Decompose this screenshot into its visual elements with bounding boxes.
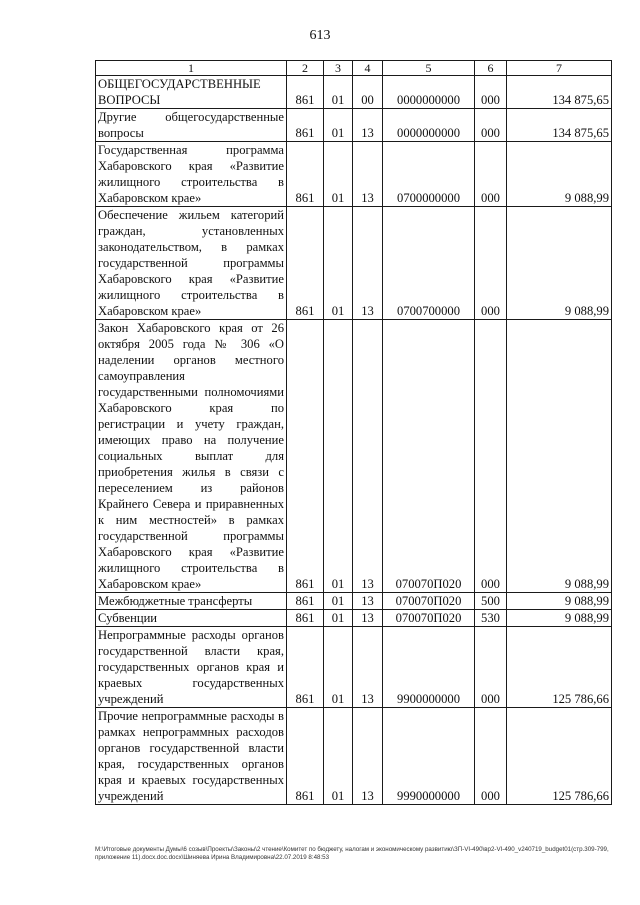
cell-expense-type: 000: [475, 708, 507, 805]
cell-amount: 125 786,66: [507, 708, 612, 805]
cell-target-article: 070070П020: [383, 593, 475, 610]
header-cell: 6: [475, 61, 507, 76]
table-row: [96, 627, 612, 708]
cell-target-article: 0000000000: [383, 109, 475, 142]
table-row: [96, 708, 612, 805]
cell-target-article: 9990000000: [383, 708, 475, 805]
cell-ministry: 861: [287, 76, 324, 109]
cell-subsection: 13: [353, 708, 383, 805]
cell-target-article: 0700000000: [383, 142, 475, 207]
row-name: ОБЩЕГОСУДАРСТВЕННЫЕ ВОПРОСЫ: [96, 76, 287, 109]
cell-section: 01: [324, 593, 353, 610]
cell-expense-type: 000: [475, 320, 507, 593]
cell-ministry: 861: [287, 593, 324, 610]
table-row: [96, 320, 612, 593]
budget-table: [95, 60, 612, 805]
cell-subsection: 13: [353, 207, 383, 320]
table-row: [96, 76, 612, 109]
page-number: 613: [309, 28, 331, 43]
cell-expense-type: 000: [475, 627, 507, 708]
cell-ministry: 861: [287, 207, 324, 320]
cell-target-article: 0700700000: [383, 207, 475, 320]
cell-expense-type: 000: [475, 207, 507, 320]
table-row: [96, 207, 612, 320]
table-row: [96, 610, 612, 627]
header-cell: 3: [324, 61, 353, 76]
cell-section: 01: [324, 320, 353, 593]
cell-subsection: 00: [353, 76, 383, 109]
row-name: Обеспечение жильем категорий граждан, установленных законодательством, в рамках государственной программы Хабаровского края «Развитие жилищного строительства в Хабаровском крае»: [96, 207, 287, 320]
cell-expense-type: 000: [475, 109, 507, 142]
cell-ministry: 861: [287, 109, 324, 142]
cell-expense-type: 000: [475, 76, 507, 109]
cell-section: 01: [324, 142, 353, 207]
cell-subsection: 13: [353, 627, 383, 708]
cell-target-article: 070070П020: [383, 320, 475, 593]
cell-ministry: 861: [287, 708, 324, 805]
cell-target-article: 0000000000: [383, 76, 475, 109]
header-cell: 7: [507, 61, 612, 76]
cell-expense-type: 000: [475, 142, 507, 207]
header-cell: 4: [353, 61, 383, 76]
cell-amount: 9 088,99: [507, 142, 612, 207]
cell-amount: 9 088,99: [507, 320, 612, 593]
cell-section: 01: [324, 76, 353, 109]
cell-section: 01: [324, 610, 353, 627]
table-row: [96, 142, 612, 207]
cell-section: 01: [324, 109, 353, 142]
cell-amount: 9 088,99: [507, 207, 612, 320]
row-name: Прочие непрограммные расходы в рамках непрограммных расходов органов государственной власти края, государственных органов края и краевых государственных учреждений: [96, 708, 287, 805]
row-name: Непрограммные расходы органов государственной власти края, государственных органов края и краевых государственных учреждений: [96, 627, 287, 708]
cell-target-article: 9900000000: [383, 627, 475, 708]
cell-section: 01: [324, 708, 353, 805]
header-cell: 2: [287, 61, 324, 76]
cell-amount: 134 875,65: [507, 109, 612, 142]
cell-ministry: 861: [287, 320, 324, 593]
table-header-row: [96, 61, 612, 76]
file-path-footer: M:\Итоговые документы Думы\6 созыв\Проекты\Законы\2 чтение\Комитет по бюджету, налогам и экономическому развитию\ЗП-VI-490\вр2-VI-490_v240719_budget01(стр.309-799, приложение 11).docx.doc.docx\Шиняева Ирина Владимировна\22.07.2019 8:48:53: [95, 846, 609, 861]
cell-subsection: 13: [353, 109, 383, 142]
row-name: Государственная программа Хабаровского края «Развитие жилищного строительства в Хабаровском крае»: [96, 142, 287, 207]
cell-ministry: 861: [287, 627, 324, 708]
cell-expense-type: 530: [475, 610, 507, 627]
cell-amount: 9 088,99: [507, 610, 612, 627]
table-row: [96, 109, 612, 142]
cell-subsection: 13: [353, 320, 383, 593]
cell-expense-type: 500: [475, 593, 507, 610]
row-name: Субвенции: [96, 610, 287, 627]
cell-amount: 125 786,66: [507, 627, 612, 708]
row-name: Другие общегосударственные вопросы: [96, 109, 287, 142]
cell-amount: 134 875,65: [507, 76, 612, 109]
header-cell: 5: [383, 61, 475, 76]
cell-ministry: 861: [287, 142, 324, 207]
header-cell: 1: [96, 61, 287, 76]
row-name: Закон Хабаровского края от 26 октября 2005 года № 306 «О наделении органов местного самоуправления государственными полномочиями Хабаровского края по регистрации и учету граждан, имеющих право на получение социальных выплат для приобретения жилья в связи с переселением из районов Крайнего Севера и приравненных к ним местностей» в рамках государственной программы Хабаровского края «Развитие жилищного строительства в Хабаровском крае»: [96, 320, 287, 593]
row-name: Межбюджетные трансферты: [96, 593, 287, 610]
table-row: [96, 593, 612, 610]
cell-subsection: 13: [353, 593, 383, 610]
cell-section: 01: [324, 207, 353, 320]
cell-ministry: 861: [287, 610, 324, 627]
cell-subsection: 13: [353, 610, 383, 627]
cell-amount: 9 088,99: [507, 593, 612, 610]
cell-subsection: 13: [353, 142, 383, 207]
cell-target-article: 070070П020: [383, 610, 475, 627]
cell-section: 01: [324, 627, 353, 708]
